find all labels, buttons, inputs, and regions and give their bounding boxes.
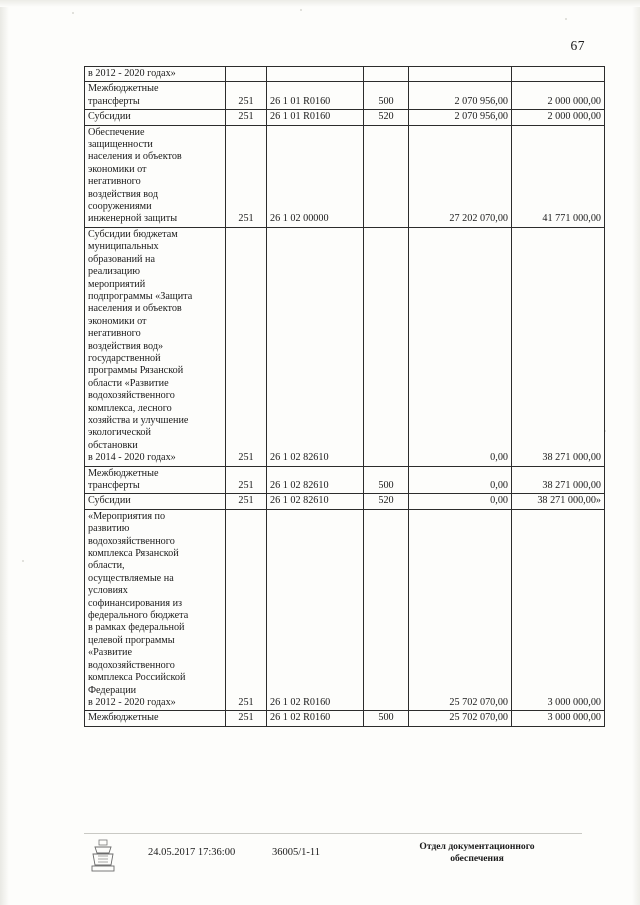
- cell-expense-type: 500: [364, 466, 409, 494]
- cell-amount-2: 41 771 000,00: [512, 125, 605, 227]
- paper-speck: [565, 18, 567, 20]
- cell-target-article: 26 1 02 82610: [267, 494, 364, 509]
- cell-name-line: защищенности: [88, 139, 153, 151]
- cell-name: [85, 110, 226, 125]
- cell-amount-1: 2 070 956,00: [409, 110, 512, 125]
- cell-target-article: 26 1 02 82610: [267, 227, 364, 466]
- cell-name-lines: [88, 495, 222, 507]
- cell-name-line: «Мероприятия по: [88, 510, 166, 522]
- cell-target-article: 26 1 02 82610: [267, 466, 364, 494]
- cell-name-line: экономики от: [88, 163, 147, 175]
- cell-name-line: Межбюджетные: [88, 712, 159, 724]
- cell-name: [85, 82, 226, 110]
- cell-amount-1: [409, 67, 512, 82]
- cell-amount-1: 2 070 956,00: [409, 82, 512, 110]
- cell-name-line: области «Развитие: [88, 377, 169, 389]
- cell-name-line: сооружениями: [88, 201, 152, 213]
- cell-name-line: воздействия вод»: [88, 340, 164, 352]
- footer-timestamp: 24.05.2017 17:36:00: [148, 847, 236, 858]
- cell-target-article: 26 1 01 R0160: [267, 82, 364, 110]
- cell-name-line: водохозяйственного: [88, 390, 175, 402]
- footer-department-line2: обеспечения: [450, 853, 504, 864]
- budget-table: [84, 66, 605, 727]
- cell-name-line: негативного: [88, 328, 141, 340]
- cell-name-line: водохозяйственного: [88, 535, 175, 547]
- cell-name-line: условиях: [88, 585, 128, 597]
- cell-name-lines: [88, 127, 222, 226]
- footer-document-id: 36005/1-11: [272, 847, 321, 858]
- cell-name: [85, 494, 226, 509]
- paper-speck: [300, 9, 302, 11]
- cell-name-lines: [88, 712, 222, 724]
- cell-target-article: 26 1 02 R0160: [267, 509, 364, 711]
- cell-name-line: водохозяйственного: [88, 659, 175, 671]
- cell-chapter: [226, 67, 267, 82]
- cell-name-line: мероприятий: [88, 278, 146, 290]
- footer-department-line1: Отдел документационного: [419, 841, 535, 852]
- cell-name-line: комплекса Рязанской: [88, 548, 179, 560]
- cell-chapter: 251: [226, 509, 267, 711]
- cell-name-line: экономики от: [88, 315, 147, 327]
- cell-name-line: воздействия вод: [88, 188, 159, 200]
- scan-edge-left: [0, 0, 9, 905]
- cell-amount-2: 2 000 000,00: [512, 110, 605, 125]
- cell-name-line: государственной: [88, 352, 161, 364]
- footer-department: [372, 841, 582, 865]
- cell-name-line: программы Рязанской: [88, 365, 184, 377]
- cell-amount-2: 38 271 000,00: [512, 227, 605, 466]
- page-number: 67: [570, 38, 585, 53]
- cell-name-line: целевой программы: [88, 634, 175, 646]
- cell-expense-type: 500: [364, 711, 409, 726]
- cell-name-line: «Развитие: [88, 647, 132, 659]
- cell-name-line: Межбюджетные: [88, 83, 159, 95]
- cell-name-line: Межбюджетные: [88, 467, 159, 479]
- cell-expense-type: 520: [364, 110, 409, 125]
- cell-amount-2: 3 000 000,00: [512, 711, 605, 726]
- cell-expense-type: [364, 67, 409, 82]
- cell-target-article: 26 1 02 00000: [267, 125, 364, 227]
- table-row: [85, 67, 605, 82]
- cell-name: [85, 125, 226, 227]
- cell-name: [85, 711, 226, 726]
- cell-amount-2: 38 271 000,00: [512, 466, 605, 494]
- cell-target-article: [267, 67, 364, 82]
- cell-name-line: экологической: [88, 427, 151, 439]
- cell-name-line: в 2014 - 2020 годах»: [88, 452, 176, 464]
- duma-seal-stamp-icon: [89, 839, 117, 873]
- cell-expense-type: 520: [364, 494, 409, 509]
- cell-amount-1: 0,00: [409, 494, 512, 509]
- cell-name-line: Субсидии бюджетам: [88, 228, 178, 240]
- scan-edge-top: [0, 0, 640, 7]
- cell-name-line: в рамках федеральной: [88, 622, 185, 634]
- cell-name: [85, 67, 226, 82]
- cell-name-line: муниципальных: [88, 241, 159, 253]
- cell-name-lines: [88, 468, 222, 493]
- cell-amount-2: 2 000 000,00: [512, 82, 605, 110]
- cell-chapter: 251: [226, 110, 267, 125]
- paper-speck: [72, 12, 74, 14]
- cell-chapter: 251: [226, 466, 267, 494]
- table-row: [85, 125, 605, 227]
- cell-amount-2: [512, 67, 605, 82]
- cell-name-line: населения и объектов: [88, 303, 182, 315]
- cell-name-line: хозяйства и улучшение: [88, 414, 189, 426]
- cell-name-line: развитию: [88, 523, 130, 535]
- cell-name: [85, 509, 226, 711]
- table-row: [85, 110, 605, 125]
- cell-name-lines: [88, 511, 222, 710]
- cell-name-lines: [88, 111, 222, 123]
- cell-name-line: Федерации: [88, 684, 137, 696]
- cell-expense-type: [364, 509, 409, 711]
- table-row: [85, 227, 605, 466]
- cell-name-line: комплекса, лесного: [88, 402, 172, 414]
- cell-expense-type: [364, 125, 409, 227]
- cell-name-line: федерального бюджета: [88, 610, 189, 622]
- cell-name: [85, 466, 226, 494]
- cell-chapter: 251: [226, 227, 267, 466]
- cell-name-line: реализацию: [88, 266, 140, 278]
- page-footer: [0, 833, 640, 879]
- table-row: [85, 466, 605, 494]
- cell-name-lines: [88, 229, 222, 465]
- table-row: [85, 509, 605, 711]
- footer-divider: [84, 833, 582, 834]
- cell-chapter: 251: [226, 125, 267, 227]
- cell-name-line: Субсидии: [88, 495, 131, 507]
- cell-target-article: 26 1 01 R0160: [267, 110, 364, 125]
- cell-expense-type: [364, 227, 409, 466]
- cell-name-lines: [88, 83, 222, 108]
- cell-name-line: в 2012 - 2020 годах»: [88, 696, 176, 708]
- cell-amount-1: 25 702 070,00: [409, 509, 512, 711]
- cell-name-line: обстановки: [88, 439, 138, 451]
- cell-amount-2: 3 000 000,00: [512, 509, 605, 711]
- cell-name-line: Обеспечение: [88, 126, 145, 138]
- cell-name-lines: [88, 68, 222, 80]
- cell-name-line: осуществляемые на: [88, 572, 174, 584]
- paper-speck: [22, 560, 24, 562]
- cell-amount-1: 0,00: [409, 227, 512, 466]
- cell-name-line: инженерной защиты: [88, 213, 178, 225]
- cell-name-line: софинансирования из: [88, 597, 183, 609]
- cell-amount-1: 25 702 070,00: [409, 711, 512, 726]
- cell-name-line: трансферты: [88, 95, 140, 107]
- cell-name-line: области,: [88, 560, 125, 572]
- table-row: [85, 711, 605, 726]
- cell-name-line: комплекса Российской: [88, 672, 186, 684]
- cell-name-line: негативного: [88, 176, 141, 188]
- cell-name-line: в 2012 - 2020 годах»: [88, 68, 176, 79]
- cell-chapter: 251: [226, 82, 267, 110]
- cell-name-line: трансферты: [88, 480, 140, 491]
- cell-name-line: образований на: [88, 253, 156, 265]
- cell-name-line: Субсидии: [88, 111, 131, 123]
- scan-edge-right: [632, 0, 640, 905]
- cell-target-article: 26 1 02 R0160: [267, 711, 364, 726]
- cell-amount-2: 38 271 000,00»: [512, 494, 605, 509]
- cell-chapter: 251: [226, 494, 267, 509]
- cell-amount-1: 27 202 070,00: [409, 125, 512, 227]
- table-row: [85, 82, 605, 110]
- cell-chapter: 251: [226, 711, 267, 726]
- cell-expense-type: 500: [364, 82, 409, 110]
- budget-table-container: [84, 66, 601, 727]
- table-row: [85, 494, 605, 509]
- cell-name-line: населения и объектов: [88, 151, 182, 163]
- budget-table-body: [85, 67, 605, 727]
- cell-amount-1: 0,00: [409, 466, 512, 494]
- cell-name-line: подпрограммы «Защита: [88, 290, 193, 302]
- cell-name: [85, 227, 226, 466]
